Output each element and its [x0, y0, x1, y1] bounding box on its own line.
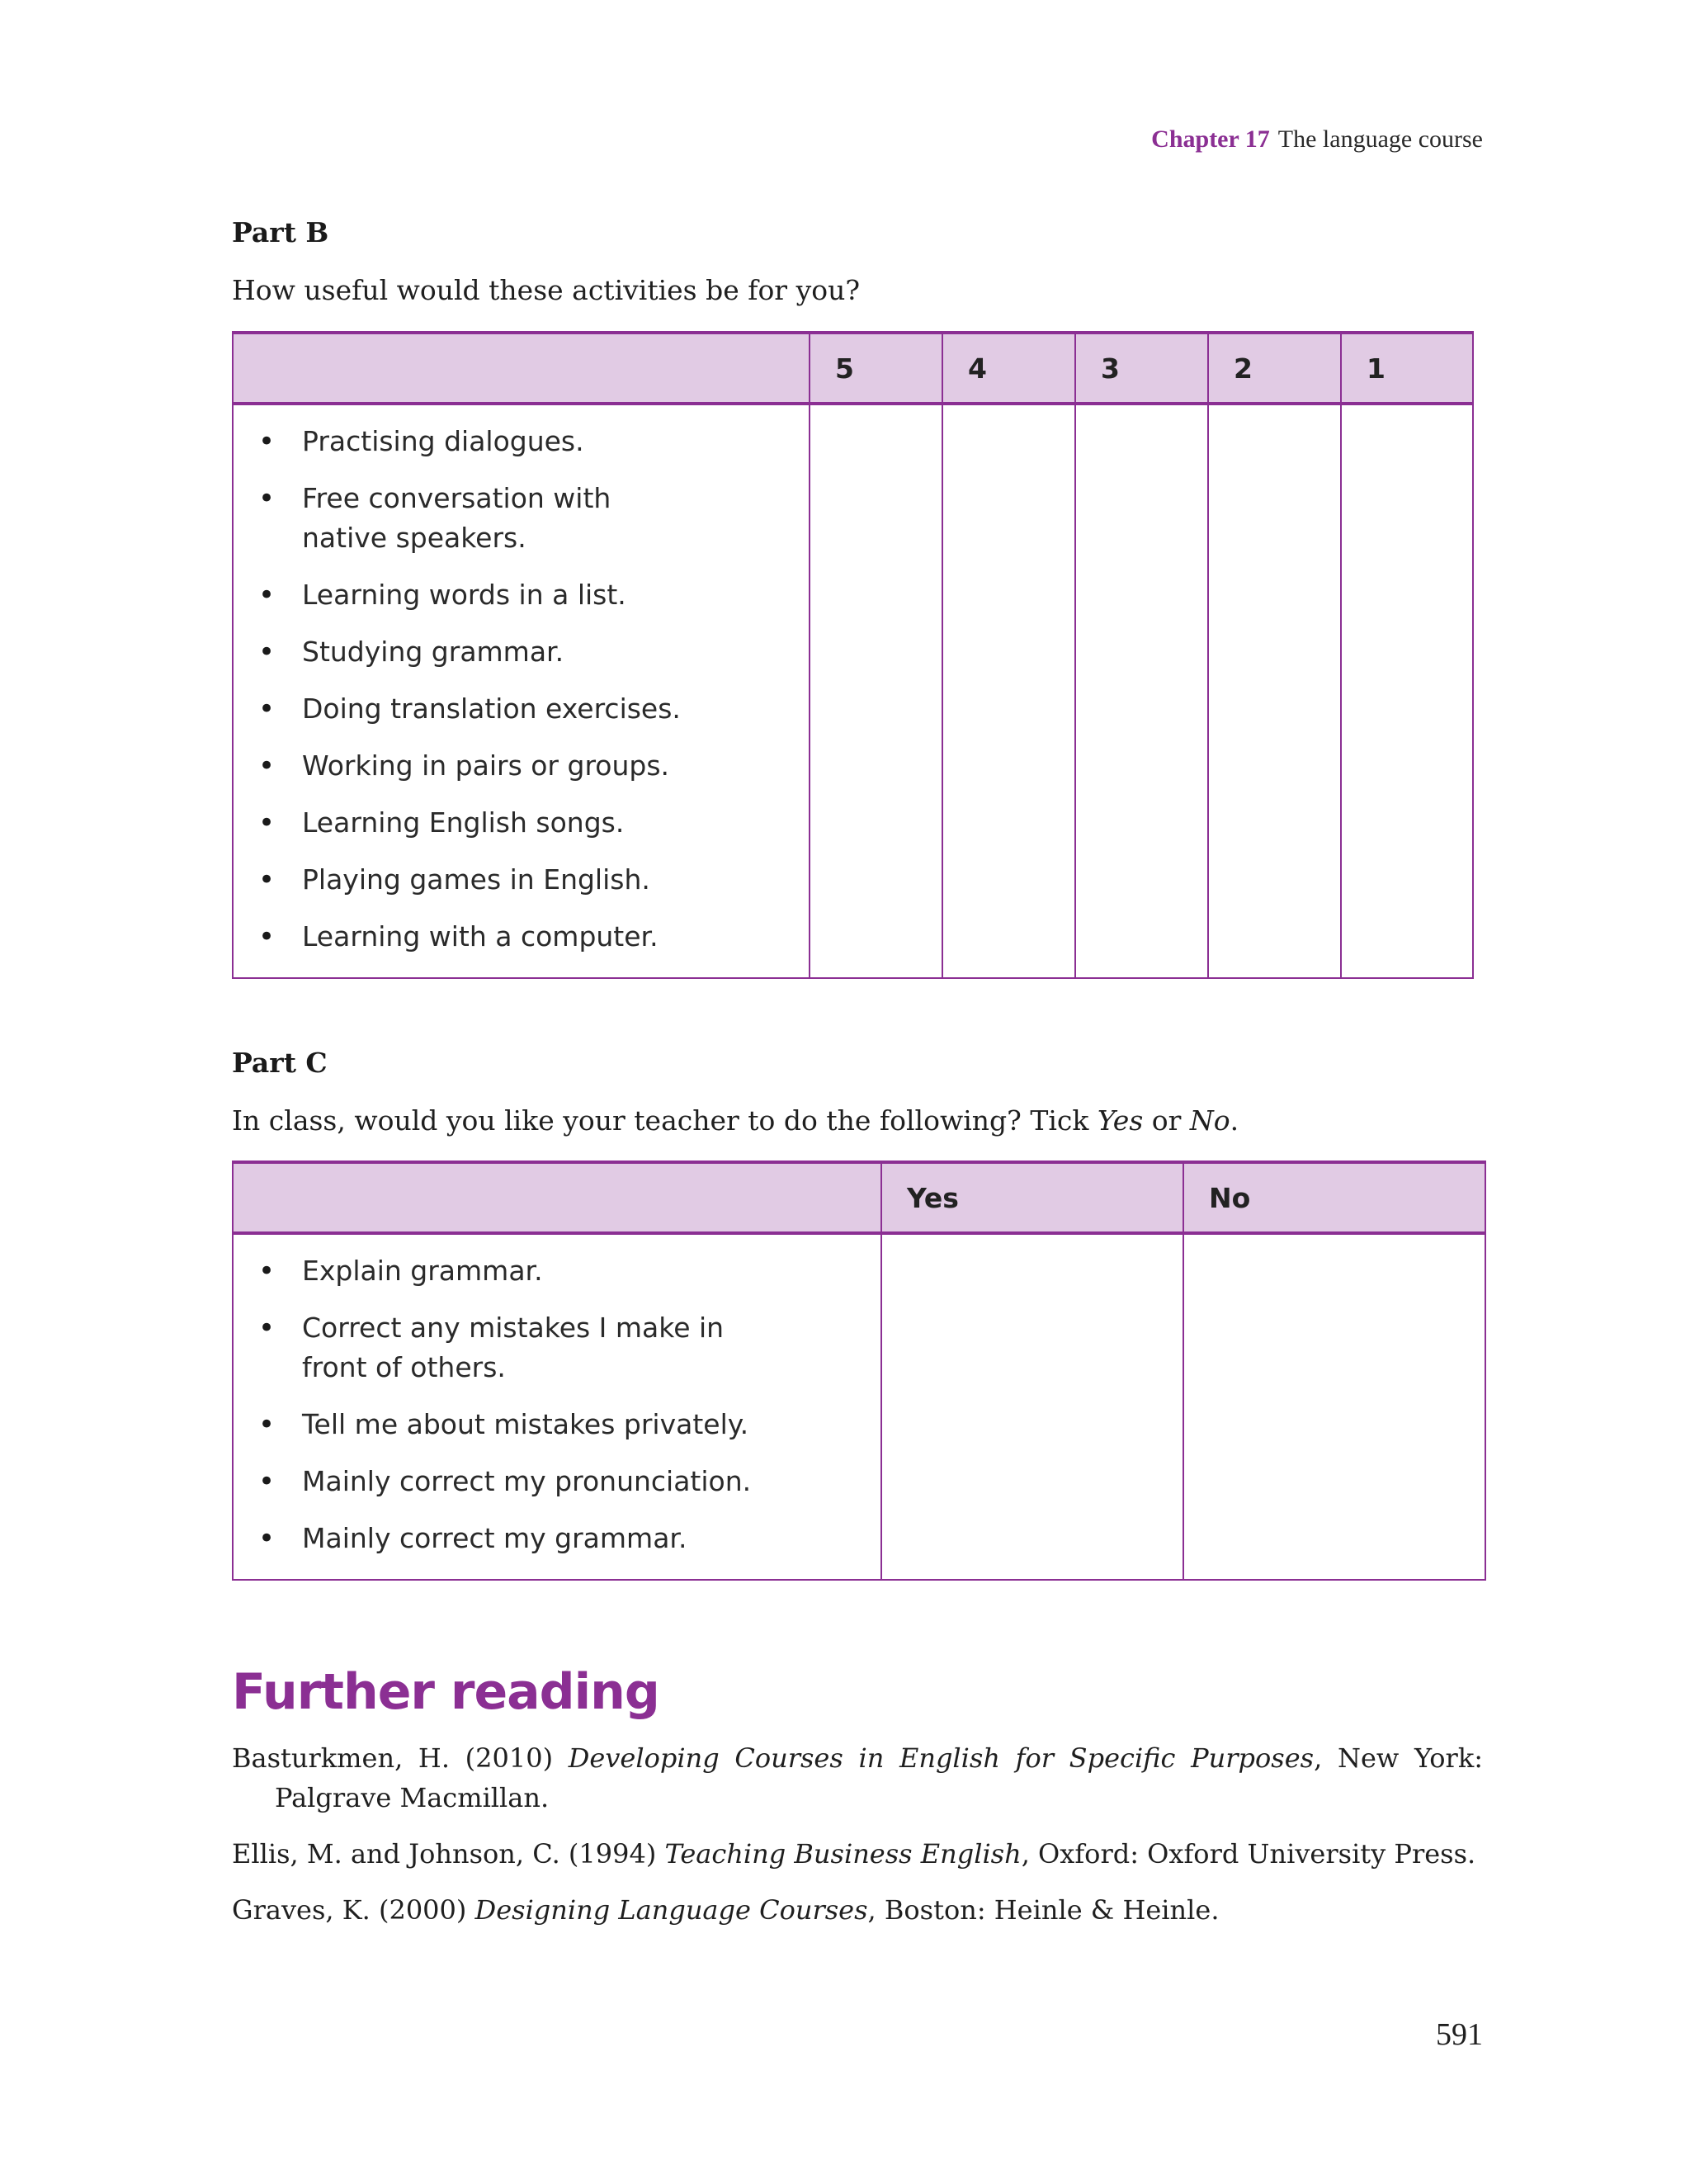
reference-item: [232, 1834, 1483, 1874]
reference-title: Developing Courses in English for Specific Purposes: [568, 1742, 1315, 1774]
list-item: • Explain grammar.: [234, 1251, 864, 1291]
part-c-header-blank: [233, 1162, 881, 1233]
scale-header-2: 2: [1208, 333, 1341, 404]
rating-cell-2[interactable]: [1208, 404, 1341, 978]
yes-cell[interactable]: [881, 1233, 1183, 1580]
part-c-question-or: or: [1143, 1104, 1190, 1137]
rating-cell-4[interactable]: [942, 404, 1075, 978]
part-b-header-blank: [233, 333, 810, 404]
reference-publisher: , Boston: Heinle & Heinle.: [867, 1894, 1220, 1926]
part-b-activities-cell: [233, 404, 810, 978]
list-item: • Learning with a computer.: [234, 917, 792, 957]
scale-header-4: 4: [942, 333, 1075, 404]
chapter-title: The language course: [1277, 125, 1483, 153]
list-item: • Working in pairs or groups.: [234, 746, 792, 786]
part-c-question-no: No: [1189, 1104, 1230, 1137]
list-item: • Mainly correct my pronunciation.: [234, 1462, 864, 1501]
further-reading-title: Further reading: [232, 1663, 659, 1721]
part-c-header-row: [233, 1162, 1485, 1233]
part-c-items-cell: [233, 1233, 881, 1580]
reference-item: [232, 1890, 1483, 1930]
list-item: • Learning English songs.: [234, 803, 792, 843]
list-item: • Mainly correct my grammar.: [234, 1519, 864, 1558]
reference-title: Teaching Business English: [664, 1838, 1022, 1870]
list-item: • Tell me about mistakes privately.: [234, 1405, 864, 1444]
reference-publisher: , Oxford: Oxford University Press.: [1021, 1838, 1476, 1870]
rating-cell-3[interactable]: [1075, 404, 1208, 978]
rating-cell-5[interactable]: [810, 404, 942, 978]
reference-publisher: , New York: Palgrave Macmillan.: [275, 1742, 1484, 1813]
no-header: No: [1183, 1162, 1485, 1233]
list-item: • Correct any mistakes I make in front of others.: [234, 1308, 864, 1387]
activities-list: [234, 405, 809, 971]
list-item: • Studying grammar.: [234, 632, 792, 672]
part-c-question: [232, 1104, 1239, 1137]
part-b-heading: Part B: [232, 216, 329, 248]
part-c-heading: Part C: [232, 1047, 328, 1079]
scale-header-3: 3: [1075, 333, 1208, 404]
running-head: [1151, 125, 1483, 154]
list-item: • Learning words in a list.: [234, 575, 792, 615]
list-item: • Doing translation exercises.: [234, 689, 792, 729]
reference-title: Designing Language Courses: [474, 1894, 868, 1926]
part-c-table: [232, 1161, 1486, 1581]
part-c-question-yes: Yes: [1097, 1104, 1144, 1137]
list-item: • Playing games in English.: [234, 860, 792, 900]
part-b-question: How useful would these activities be for you?: [232, 274, 861, 306]
teacher-actions-list: [234, 1235, 880, 1573]
scale-header-1: 1: [1341, 333, 1473, 404]
rating-cell-1[interactable]: [1341, 404, 1473, 978]
no-cell[interactable]: [1183, 1233, 1485, 1580]
chapter-label: Chapter 17: [1151, 125, 1270, 153]
part-b-body-row: [233, 404, 1473, 978]
list-item: • Free conversation with native speakers.: [234, 479, 792, 558]
reference-author: Basturkmen, H. (2010): [232, 1742, 569, 1774]
yes-header: Yes: [881, 1162, 1183, 1233]
references-list: [232, 1738, 1483, 1946]
page-number: 591: [1436, 2017, 1483, 2052]
list-item: • Practising dialogues.: [234, 422, 792, 461]
part-c-question-text: In class, would you like your teacher to do the following? Tick: [232, 1104, 1098, 1137]
part-c-question-end: .: [1230, 1104, 1239, 1137]
part-c-body-row: [233, 1233, 1485, 1580]
part-b-header-row: [233, 333, 1473, 404]
scale-header-5: 5: [810, 333, 942, 404]
reference-item: [232, 1738, 1483, 1818]
reference-author: Ellis, M. and Johnson, C. (1994): [232, 1838, 665, 1870]
reference-author: Graves, K. (2000): [232, 1894, 475, 1926]
part-b-table: [232, 331, 1474, 979]
